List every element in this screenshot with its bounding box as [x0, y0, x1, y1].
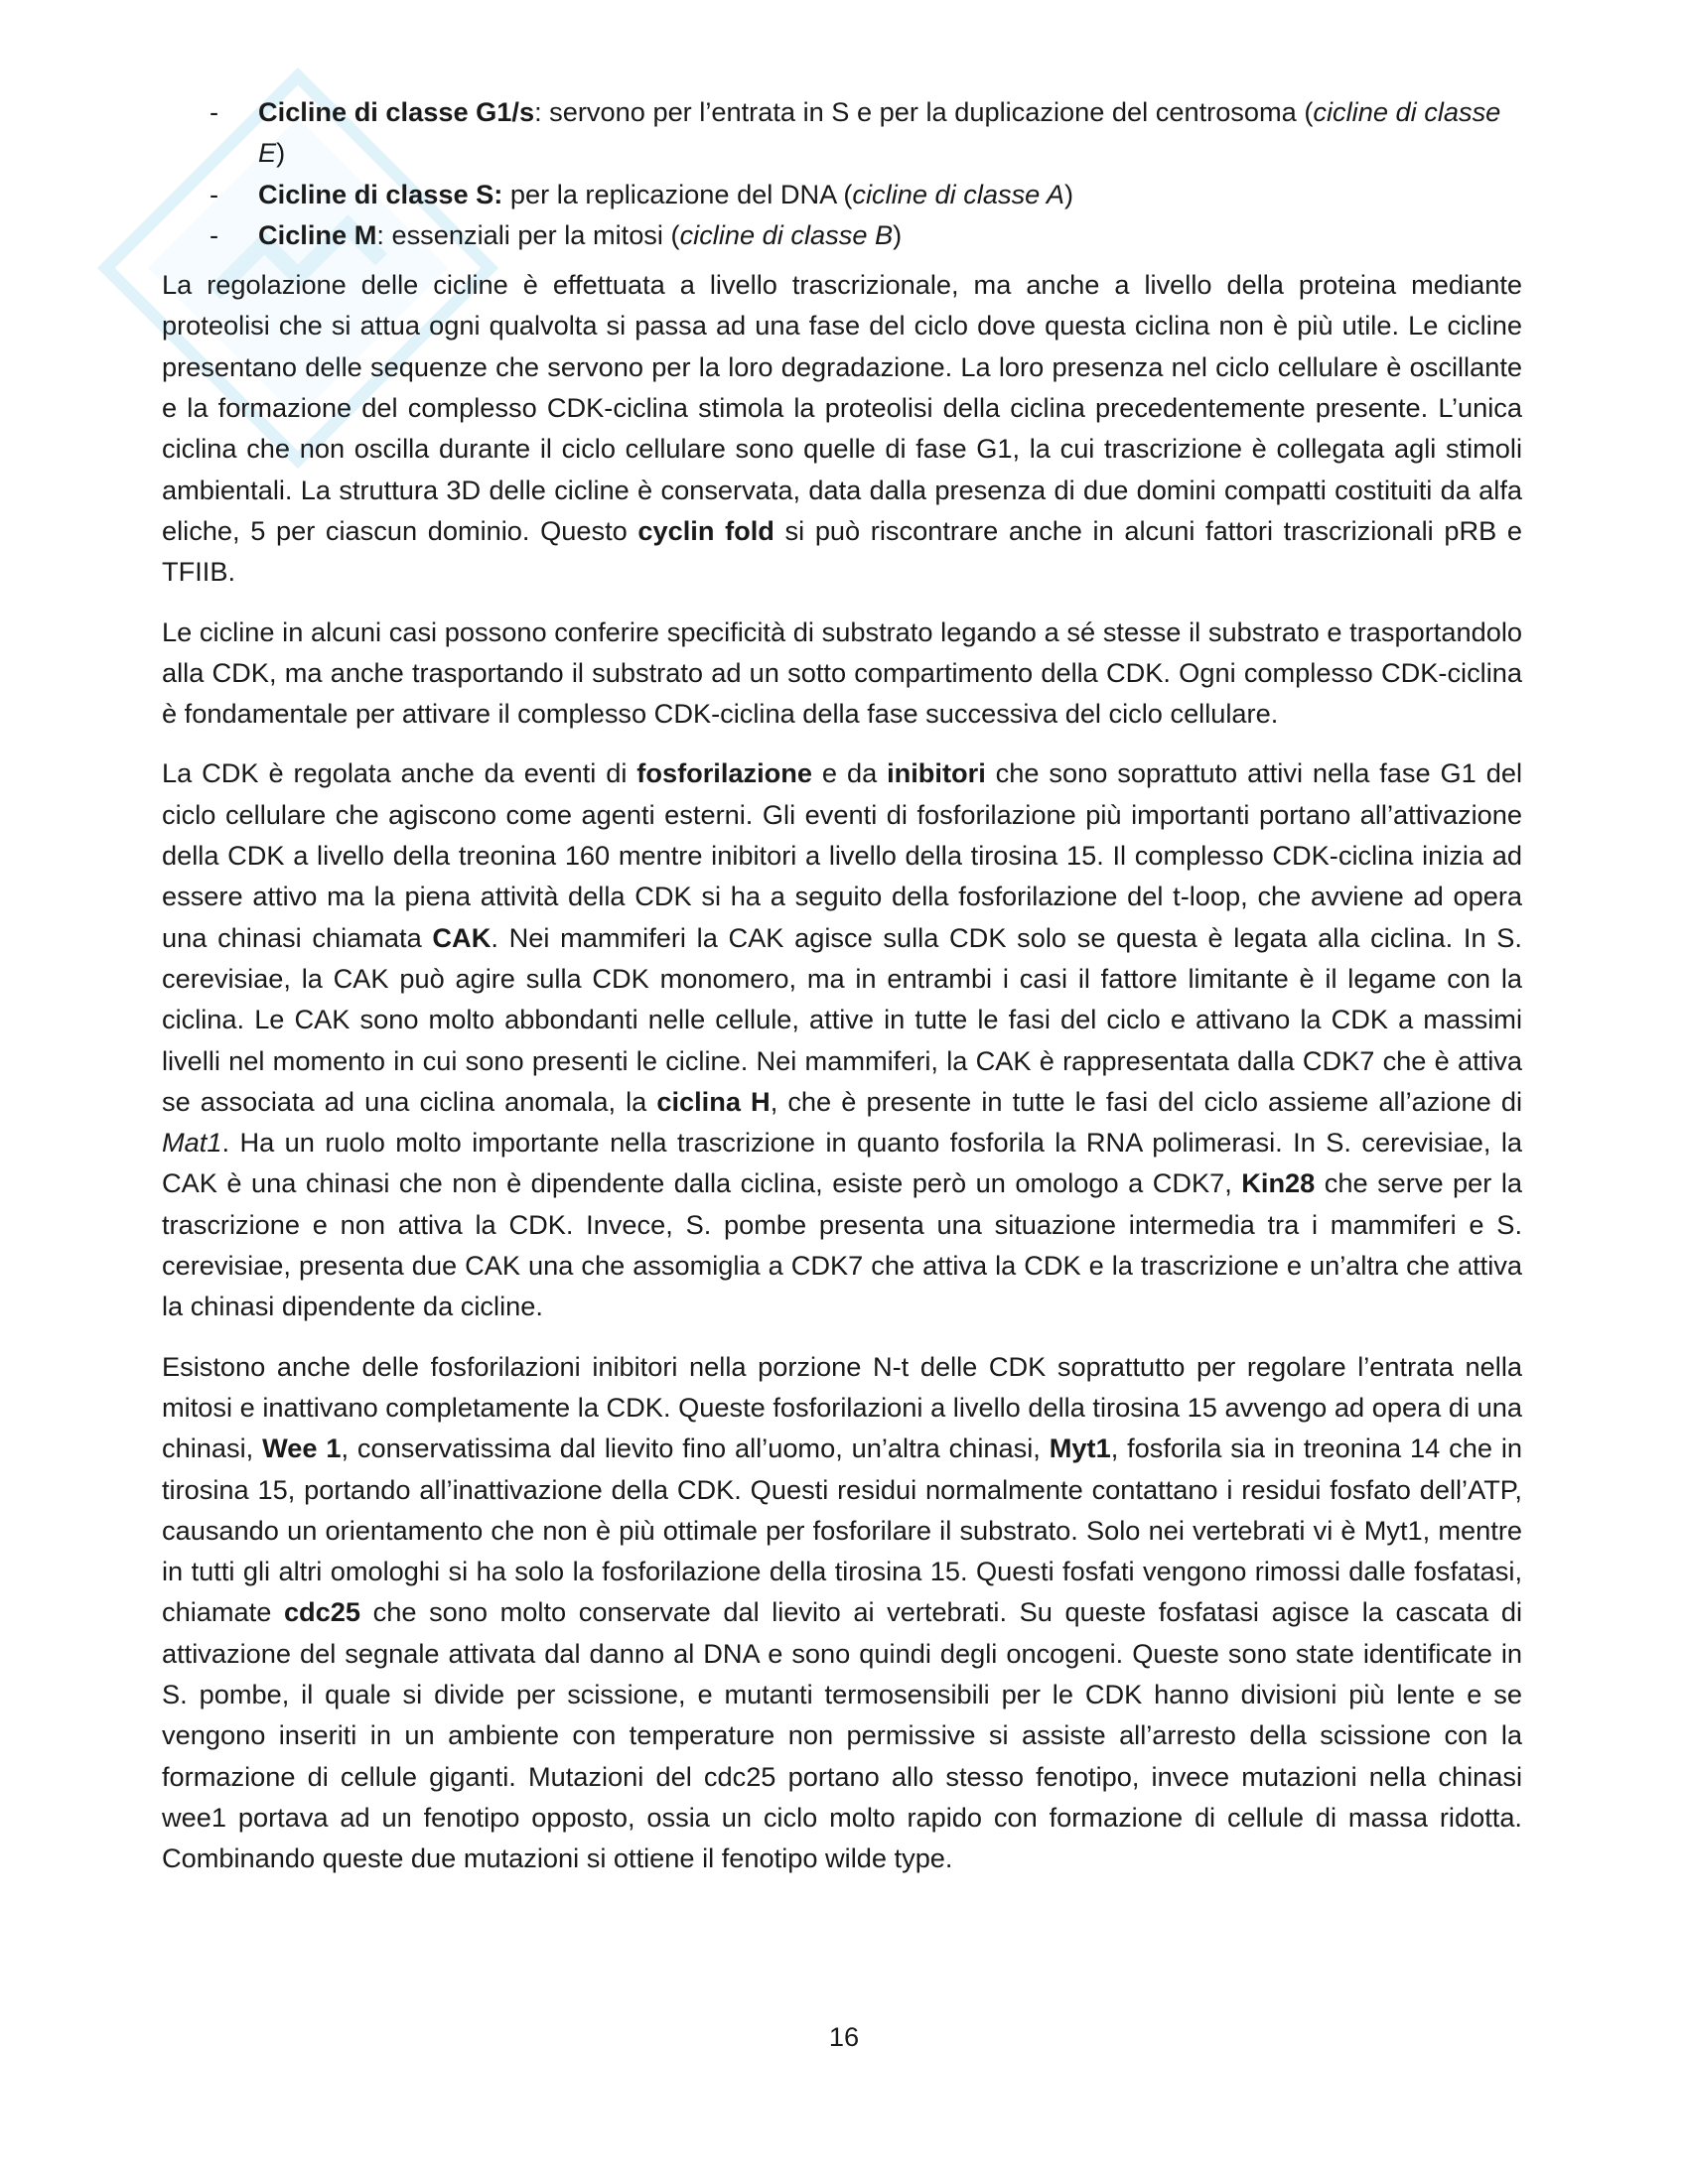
dash-bullet: -: [210, 96, 219, 127]
list-item: [162, 214, 1522, 255]
paragraph-text: si può riscontrare anche in alcuni fattori trascrizionali pRB e TFIIB.: [162, 514, 1522, 588]
bold-term: cdc25: [283, 1596, 361, 1628]
list-item-text: : essenziali per la mitosi (: [376, 218, 680, 250]
bold-term: Cicline di classe S:: [258, 178, 503, 209]
list-item: [162, 91, 1522, 174]
bold-term: inibitori: [887, 757, 986, 789]
paragraph-text: . Nei mammiferi la CAK agisce sulla CDK solo se questa è legata alla ciclina. In S. cerevisiae, la CAK può agire sulla CDK monomero, ma in entrambi i casi il fattore limitante è il legame con la ciclina. Le CAK sono molto abbondanti nelle cellule, attive in tutte le fasi del ciclo e attivano la CDK a massimi livelli nel momento in cui sono presenti le cicline. Nei mammiferi, la CAK è rappresentata dalla CDK7 che è attiva se associata ad una ciclina anomala, la: [162, 921, 1522, 1117]
dash-bullet: -: [210, 178, 219, 209]
bold-term: fosforilazione: [636, 757, 813, 789]
paragraph-text: , conservatissima dal lievito fino all’uomo, un’altra chinasi,: [341, 1433, 1050, 1464]
bold-term: Cicline M: [258, 218, 377, 250]
paragraph-text: La regolazione delle cicline è effettuata a livello trascrizionale, ma anche a livello della proteina mediante proteolisi che si attua ogni qualvolta si passa ad una fase del ciclo dove questa ciclina non è più utile. Le cicline presentano delle sequenze che servono per la loro degradazione. La loro presenza nel ciclo cellulare è oscillante e la formazione del complesso CDK-ciclina stimola la proteolisi della ciclina precedentemente presente. L’unica ciclina che non oscilla durante il ciclo cellulare sono quelle di fase G1, la cui trascrizione è collegata agli stimoli ambientali. La struttura 3D delle cicline è conservata, data dalla presenza di due domini compatti costituiti da alfa eliche, 5 per ciascun dominio. Questo: [162, 269, 1522, 546]
paragraph-text: e da: [812, 757, 888, 789]
paragraph-regolazione: [162, 264, 1522, 592]
bold-term: ciclina H: [656, 1085, 771, 1117]
list-item-text: : servono per l’entrata in S e per la duplicazione del centrosoma (: [534, 96, 1314, 127]
italic-note: cicline di classe E: [258, 96, 1501, 169]
cyclin-class-list: [162, 91, 1522, 255]
document-body: [162, 91, 1522, 1897]
list-item-text: per la replicazione del DNA (: [502, 178, 853, 209]
list-item-end: ): [893, 218, 903, 250]
paragraph-text: , fosforila sia in treonina 14 che in tirosina 15, portando all’inattivazione della CDK. Questi residui normalmente contattano i residui fosfato dell’ATP, causando un orientamento che non è più ottimale per fosforilare il substrato. Solo nei vertebrati vi è Myt1, mentre in tutti gli altri omologhi si ha solo la fosforilazione della tirosina 15. Questi fosfati vengono rimossi dalle fosfatasi, chiamate: [162, 1433, 1522, 1628]
paragraph-text: Esistono anche delle fosforilazioni inibitori nella porzione N-t delle CDK soprattutto per regolare l’entrata nella mitosi e inattivano completamente la CDK. Queste fosforilazioni a livello della tirosina 15 avvengo ad opera di una chinasi,: [162, 1350, 1522, 1464]
paragraph-text: che sono molto conservate dal lievito ai vertebrati. Su queste fosfatasi agisce la cascata di attivazione del segnale attivata dal danno al DNA e sono quindi degli oncogeni. Queste sono state identificate in S. pombe, il quale si divide per scissione, e mutanti termosensibili per le CDK hanno divisioni più lente e se vengono inseriti in un ambiente con temperature non permissive si assiste all’arresto della scissione con la formazione di cellule giganti. Mutazioni del cdc25 portano allo stesso fenotipo, invece mutazioni nella chinasi wee1 portava ad un fenotipo opposto, ossia un ciclo molto rapido con formazione di cellule di massa ridotta. Combinando queste due mutazioni si ottiene il fenotipo wilde type.: [162, 1596, 1523, 1874]
page-number: 16: [828, 2021, 860, 2052]
bold-term: CAK: [432, 921, 492, 953]
paragraph-text: Le cicline in alcuni casi possono conferire specificità di substrato legando a sé stesse il substrato e trasportandolo alla CDK, ma anche trasportando il substrato ad un sotto compartimento della CDK. Ogni complesso CDK-ciclina è fondamentale per attivare il complesso CDK-ciclina della fase successiva del ciclo cellulare.: [162, 615, 1522, 730]
bold-term: Wee 1: [262, 1433, 342, 1464]
bold-term: Myt1: [1049, 1433, 1111, 1464]
dash-bullet: -: [210, 218, 219, 250]
list-item: [162, 174, 1522, 214]
paragraph-text: . Ha un ruolo molto importante nella trascrizione in quanto fosforila la RNA polimerasi. In S. cerevisiae, la CAK è una chinasi che non è dipendente dalla ciclina, esiste però un omologo a CDK7,: [162, 1127, 1522, 1199]
italic-note: cicline di classe A: [852, 178, 1064, 209]
paragraph-fosforilazioni-inibitorie: [162, 1346, 1522, 1879]
paragraph-text: che serve per la trascrizione e non attiva la CDK. Invece, S. pombe presenta una situazione intermedia tra i mammiferi e S. cerevisiae, presenta due CAK una che assomiglia a CDK7 che attiva la CDK e la trascrizione e un’altra che attiva la chinasi dipendente da cicline.: [162, 1167, 1522, 1322]
italic-note: cicline di classe B: [679, 218, 894, 250]
italic-term: Mat1: [162, 1127, 222, 1159]
paragraph-specificita: [162, 612, 1522, 735]
list-item-end: ): [1063, 178, 1074, 209]
paragraph-cdk-regolazione: [162, 752, 1522, 1326]
paragraph-text: che sono soprattuto attivi nella fase G1 del ciclo cellulare che agiscono come agenti esterni. Gli eventi di fosforilazione più importanti portano all’attivazione della CDK a livello della treonina 160 mentre inibitori a livello della tirosina 15. Il complesso CDK-ciclina inizia ad essere attivo ma la piena attività della CDK si ha a seguito della fosforilazione del t-loop, che avviene ad opera una chinasi chiamata: [162, 757, 1522, 953]
bold-term: Cicline di classe G1/s: [258, 96, 535, 127]
bold-term: Kin28: [1241, 1167, 1316, 1199]
paragraph-text: La CDK è regolata anche da eventi di: [162, 757, 637, 789]
bold-term: cyclin fold: [637, 514, 774, 546]
paragraph-text: , che è presente in tutte le fasi del ciclo assieme all’azione di: [770, 1085, 1522, 1117]
list-item-end: ): [276, 137, 286, 169]
